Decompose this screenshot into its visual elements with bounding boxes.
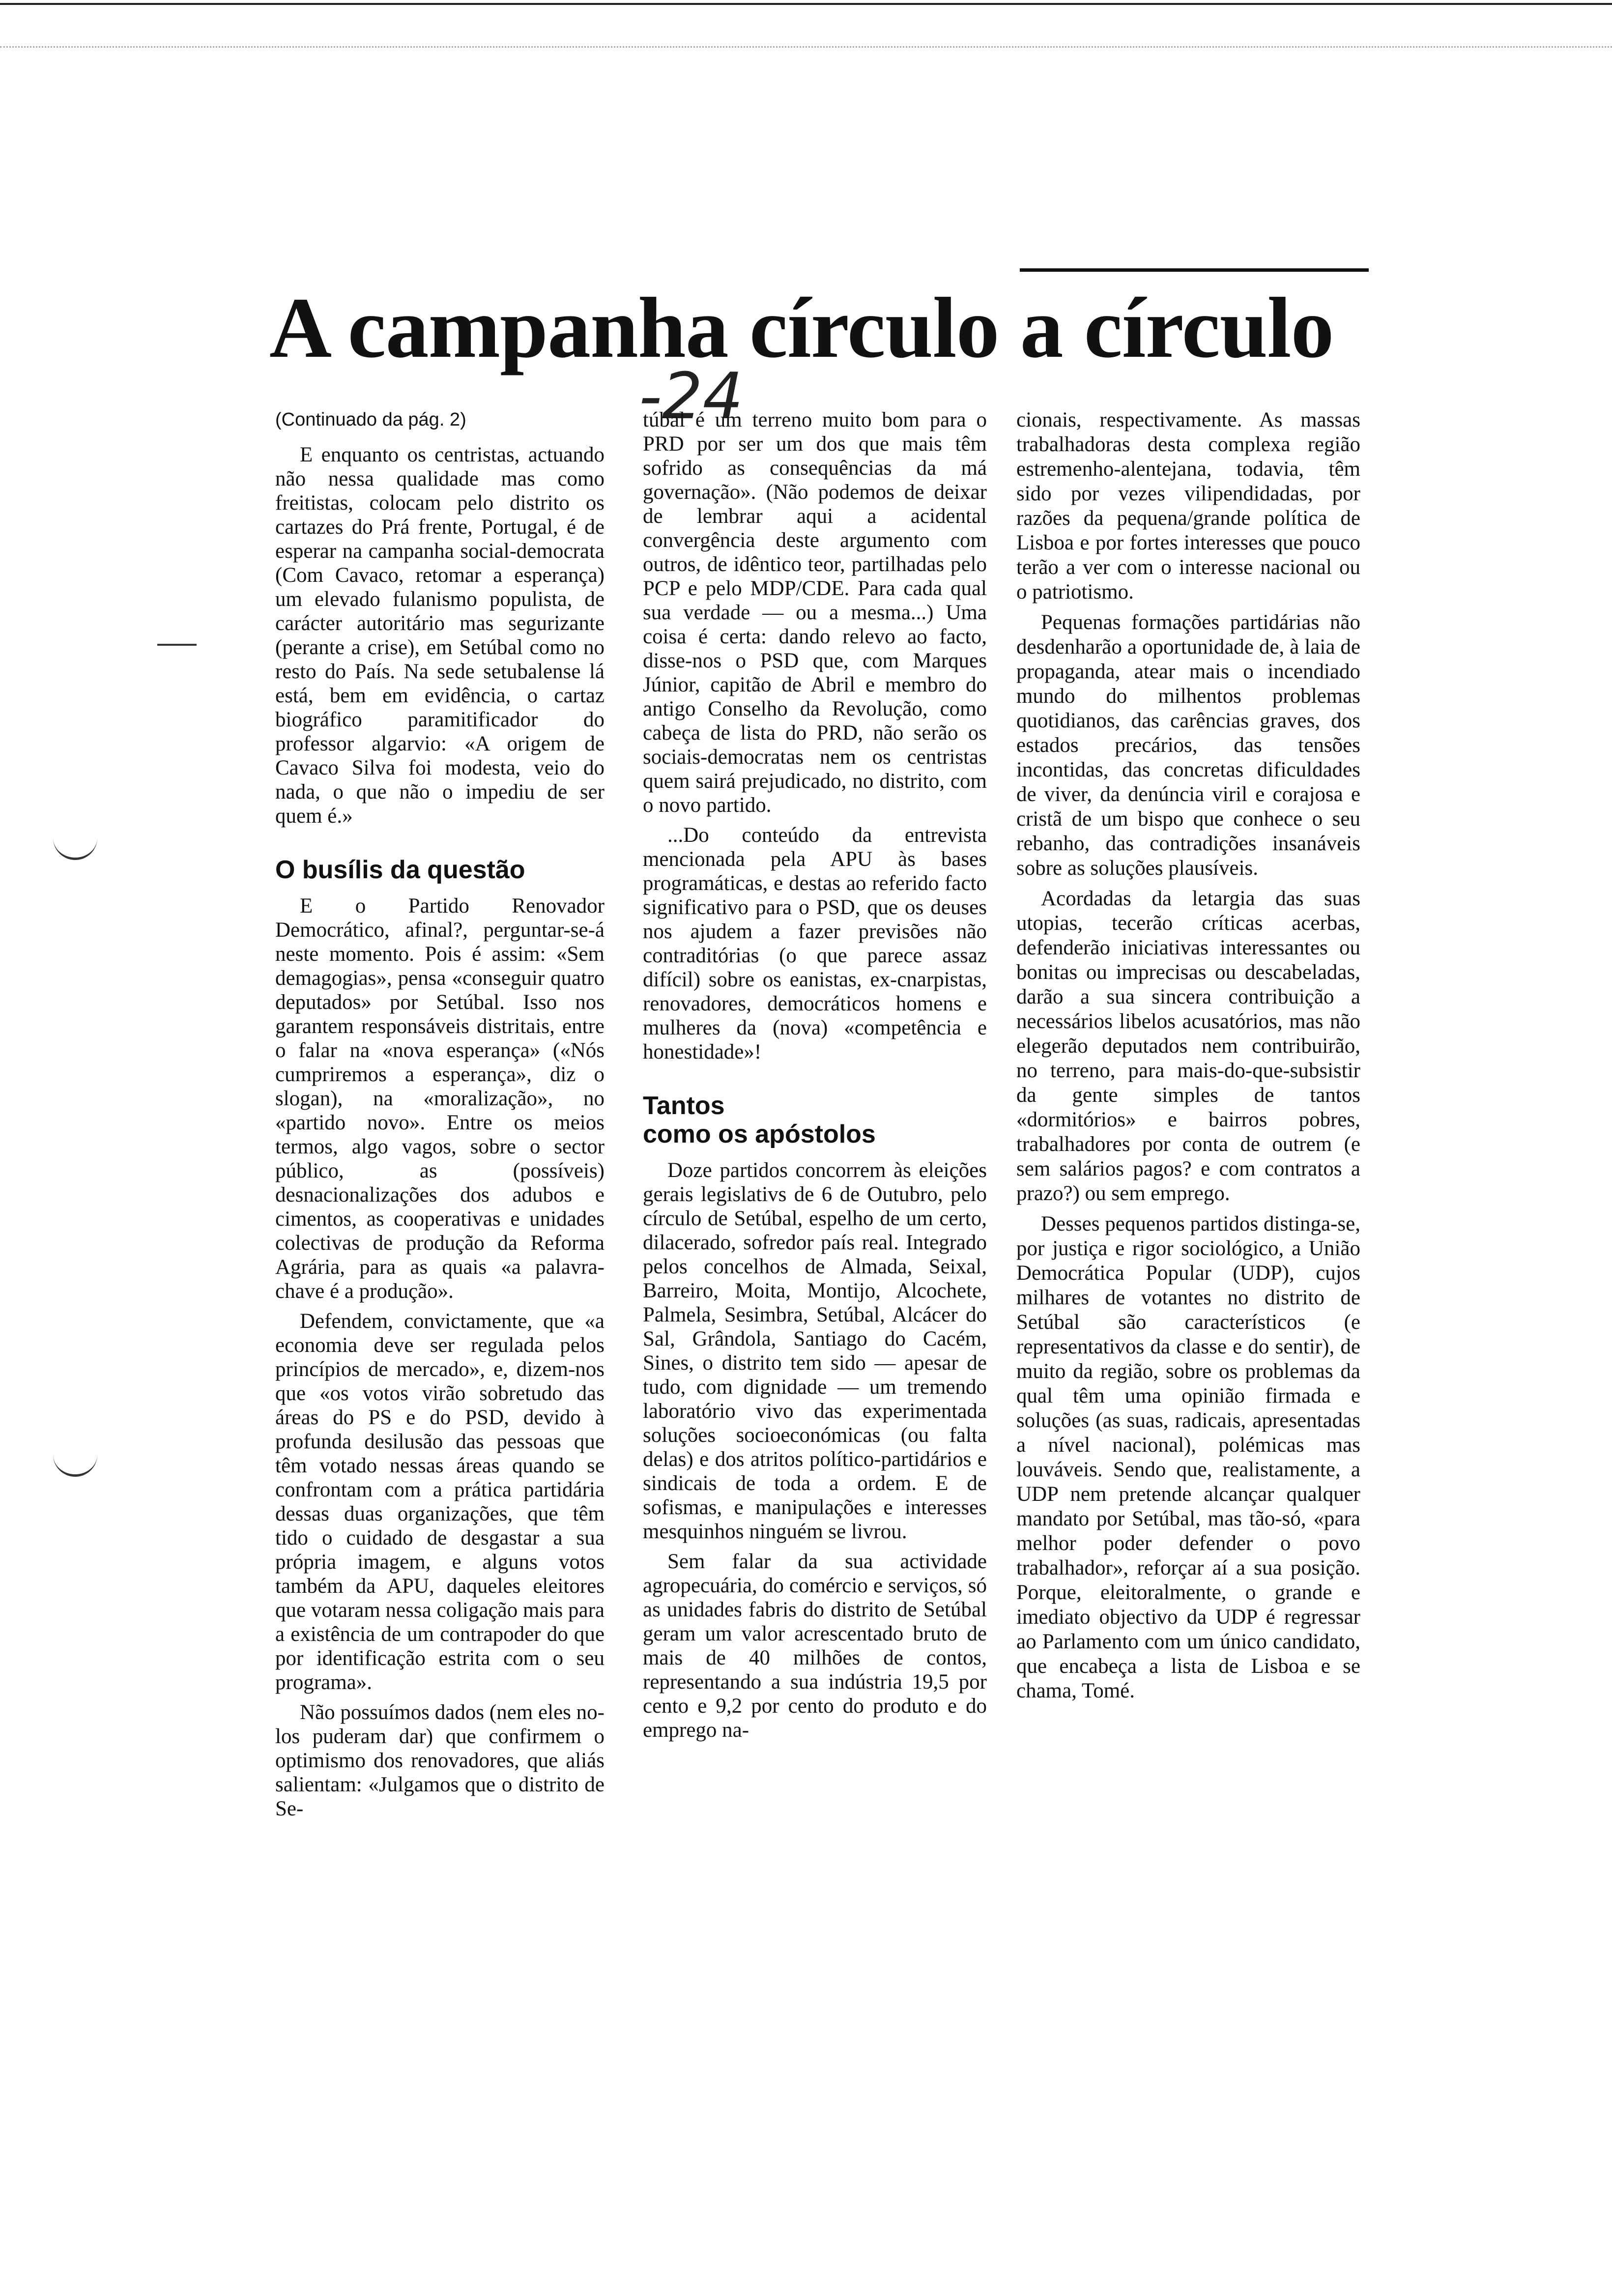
continued-note: (Continuado da pág. 2) xyxy=(275,409,466,430)
paragraph: Pequenas formações partidárias não desdenharão a oportunidade de, à laia de propaganda, atear mais o incendiado mundo do milhentos problemas quotidianos, das carências graves, dos estados precários, das tensões incontidas, das concretas dificuldades de viver, da denúncia viril e corajosa e cristã de um bispo que conhece o seu rebanho, das contradições insanáveis sobre as soluções plausíveis. xyxy=(1016,611,1360,880)
margin-tick-mark xyxy=(157,644,197,646)
binder-hole-mark-bottom xyxy=(53,1455,97,1477)
paragraph: túbal é um terreno muito bom para o PRD por ser um dos que mais têm sofrido as consequências da má governação». (Não podemos de deixar de lembrar aqui a acidental convergência deste argumento com outros, de idêntico teor, partilhadas pelo PCP e pelo MDP/CDE. Para cada qual sua verdade — ou a mesma...) Uma coisa é certa: dando relevo ao facto, disse-nos o PSD que, com Marques Júnior, capitão de Abril e membro do antigo Conselho da Revolução, como cabeça de lista do PRD, não serão os sociais-democratas nem os centristas quem sairá prejudicado, no distrito, com o novo partido. xyxy=(643,408,987,817)
subheading-line-1: Tantos xyxy=(643,1091,725,1120)
paragraph: Acordadas da letargia das suas utopias, tecerão críticas acerbas, defenderão iniciativas interessantes ou bonitas ou imprecisas ou descabeladas, darão a sua sincera contribuição a necessários libelos acusatórios, mas não elegerão deputados nem contribuirão, no terreno, para mais-do-que-subsistir da gente simples de tantos «dormitórios» e bairros pobres, trabalhadores por conta de outrem (e sem salários pagos? e com contratos a prazo?) ou sem emprego. xyxy=(1016,887,1360,1205)
column-3 xyxy=(1016,408,1360,1709)
paragraph: Defendem, convictamente, que «a economia deve ser regulada pelos princípios de mercado», e, dizem-nos que «os votos virão sobretudo das áreas do PS e do PSD, devido à profunda desilusão das pessoas que têm votado nessas áreas quando se confrontam com a prática partidária dessas duas organizações, que têm tido o cuidado de desgastar a sua própria imagem, e alguns votos também da APU, daqueles eleitores que votaram nessa coligação mais para a existência de um contrapoder do que por identificação estrita com o seu programa». xyxy=(275,1310,604,1694)
top-border-line xyxy=(0,3,1612,5)
paragraph: Não possuímos dados (nem eles no-los puderam dar) que confirmem o optimismo dos renovadores, que aliás salientam: «Julgamos que o distrito de Se- xyxy=(275,1701,604,1820)
paragraph: E o Partido Renovador Democrático, afinal?, perguntar-se-á neste momento. Pois é assim: «Sem demagogias», pensa «conseguir quatro deputados» por Setúbal. Isso nos garantem responsáveis distritais, entre o falar na «nova esperança» («Nós cumpriremos a esperança», diz o slogan), na «moralização», no «partido novo». Entre os meios termos, algo vagos, sobre o sector público, as (possíveis) desnacionalizações dos adubos e cimentos, as cooperativas e unidades colectivas de produção da Reforma Agrária, para as quais «a palavra-chave é a produção». xyxy=(275,894,604,1303)
header-rule xyxy=(1020,268,1369,272)
subheading: O busílis da questão xyxy=(275,856,525,884)
scan-artifact-dots xyxy=(0,17,1612,48)
subheading xyxy=(643,1091,987,1148)
binder-hole-mark-top xyxy=(53,838,97,860)
paragraph: cionais, respectivamente. As massas trabalhadoras desta complexa região estremenho-alentejana, todavia, têm sido por vezes vilipendidadas, por razões da pequena/grande política de Lisboa e por fortes interesses que pouco terão a ver com o interesse nacional ou o patriotismo. xyxy=(1016,408,1360,603)
paragraph: ...Do conteúdo da entrevista mencionada pela APU às bases programáticas, e destas ao referido facto significativo para o PSD, que os deuses nos ajudem a fazer previsões não contraditórias (o que parece assaz difícil) sobre os eanistas, ex-cnarpistas, renovadores, democráticos homens e mulheres da (nova) «competência e honestidade»! xyxy=(643,824,987,1063)
paragraph: E enquanto os centristas, actuando não nessa qualidade mas como freitistas, colocam pelo distrito os cartazes do Prá frente, Portugal, é de esperar na campanha social-democrata (Com Cavaco, retomar a esperança) um elevado fulanismo populista, de carácter autoritário mas segurizante (perante a crise), em Setúbal como no resto do País. Na sede setubalense lá está, bem em evidência, o cartaz biográfico paramitificador do professor algarvio: «A origem de Cavaco Silva foi modesta, veio do nada, o que não o impediu de ser quem é.» xyxy=(275,443,604,828)
paragraph: Doze partidos concorrem às eleições gerais legislativs de 6 de Outubro, pelo círculo de Setúbal, espelho de um certo, dilacerado, sofredor país real. Integrado pelos concelhos de Almada, Seixal, Barreiro, Moita, Montijo, Alcochete, Palmela, Sesimbra, Setúbal, Alcácer do Sal, Grândola, Santiago do Cacém, Sines, o distrito tem sido — apesar de tudo, com dignidade — um tremendo laboratório vivo das experimentada soluções socioeconómicas (ou falta delas) e dos atritos político-partidários e sindicais de toda a ordem. E de sofismas, e manipulações e interesses mesquinhos ninguém se livrou. xyxy=(643,1159,987,1543)
article-headline: A campanha círculo a círculo xyxy=(269,280,1334,376)
column-1 xyxy=(275,408,604,1827)
paragraph: Desses pequenos partidos distinga-se, por justiça e rigor sociológico, a União Democrática Popular (UDP), cujos milhares de votantes no distrito de Setúbal são característicos (e representativos da classe e do sentir), de muito da região, sobre os problemas da qual têm uma opinião firmada e soluções (as suas, radicais, apresentadas a nível nacional), polémicas mas louváveis. Sendo que, realistamente, a UDP nem pretende alcançar qualquer mandato por Setúbal, mas tão-só, «para melhor poder defender o povo trabalhador», reforçar aí a sua posição. Porque, eleitoralmente, o grande e imediato objectivo da UDP é regressar ao Parlamento com um único candidato, que encabeça a lista de Lisboa e se chama, Tomé. xyxy=(1016,1212,1360,1702)
column-2 xyxy=(643,408,987,1748)
subheading-line-2: como os apóstolos xyxy=(643,1120,876,1148)
paragraph: Sem falar da sua actividade agropecuária, do comércio e serviços, só as unidades fabris do distrito de Setúbal geram um valor acrescentado bruto de mais de 40 milhões de contos, representando a sua indústria 19,5 por cento e 9,2 por cento do produto e do emprego na- xyxy=(643,1550,987,1742)
handwritten-page-marker: -24 xyxy=(639,359,744,433)
